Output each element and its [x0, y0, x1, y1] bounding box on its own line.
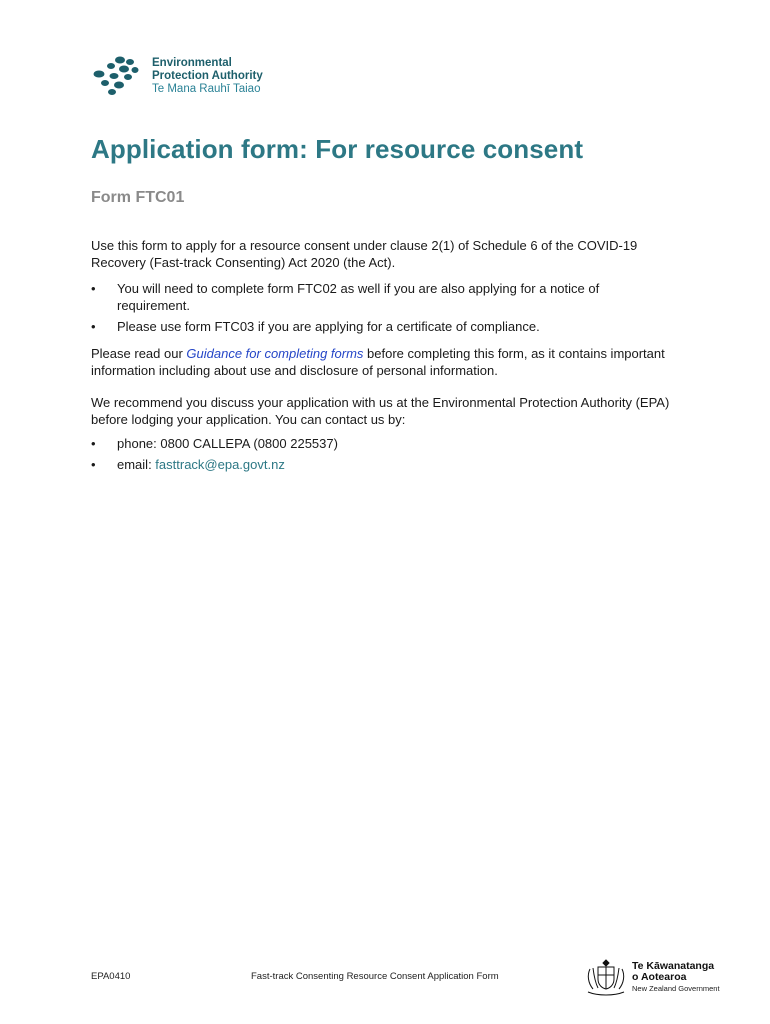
list-item [91, 435, 671, 452]
logo-line3: Te Mana Rauhī Taiao [152, 82, 261, 95]
footer-doc-title: Fast-track Consenting Resource Consent Application Form [251, 971, 499, 982]
bullet-icon: • [91, 457, 96, 472]
bullet-icon: • [91, 281, 96, 296]
list-item [91, 456, 671, 473]
intro-text: Use this form to apply for a resource consent under clause 2(1) of Schedule 6 of the COVID-19 Recovery (Fast-track Consenting) Act 2020 (the Act). [91, 238, 638, 270]
guidance-link[interactable]: Guidance for completing forms [186, 346, 364, 361]
logo-line1: Environmental [152, 56, 232, 69]
intro-bullet-list [91, 280, 671, 339]
guidance-paragraph [91, 345, 671, 379]
list-item [91, 280, 671, 314]
recommend-text: We recommend you discuss your application with us at the Environmental Protection Authority (EPA) before lodging your application. You can contact us by: [91, 395, 670, 427]
logo-line2: Protection Authority [152, 69, 263, 82]
epa-logo-icon [90, 54, 146, 98]
form-code-subtitle: Form FTC01 [91, 189, 185, 206]
page-title: Application form: For resource consent [91, 134, 584, 164]
gov-line1: Te Kāwanatanga [632, 959, 715, 972]
bullet-icon: • [91, 436, 96, 451]
gov-line2: o Aotearoa [632, 970, 687, 983]
email-link[interactable]: fasttrack@epa.govt.nz [155, 457, 285, 472]
phone-text: phone: 0800 CALLEPA (0800 225537) [117, 436, 338, 451]
footer-code: EPA0410 [91, 971, 131, 982]
recommend-paragraph [91, 394, 671, 428]
intro-paragraph [91, 237, 671, 271]
bullet-text: You will need to complete form FTC02 as well if you are also applying for a notice of requirement. [117, 281, 600, 313]
bullet-icon: • [91, 319, 96, 334]
nz-government-logo [584, 957, 720, 997]
epa-logo [90, 54, 263, 98]
list-item [91, 318, 671, 335]
email-prefix: email: [117, 457, 156, 472]
guidance-suffix: before completing this form, as it contains important information including about use and disclosure of personal information. [91, 346, 665, 378]
guidance-prefix: Please read our [91, 346, 187, 361]
coat-of-arms-icon [584, 957, 628, 997]
gov-line3: New Zealand Government [632, 983, 720, 993]
bullet-text: Please use form FTC03 if you are applying for a certificate of compliance. [117, 319, 540, 334]
contact-bullet-list [91, 435, 671, 477]
